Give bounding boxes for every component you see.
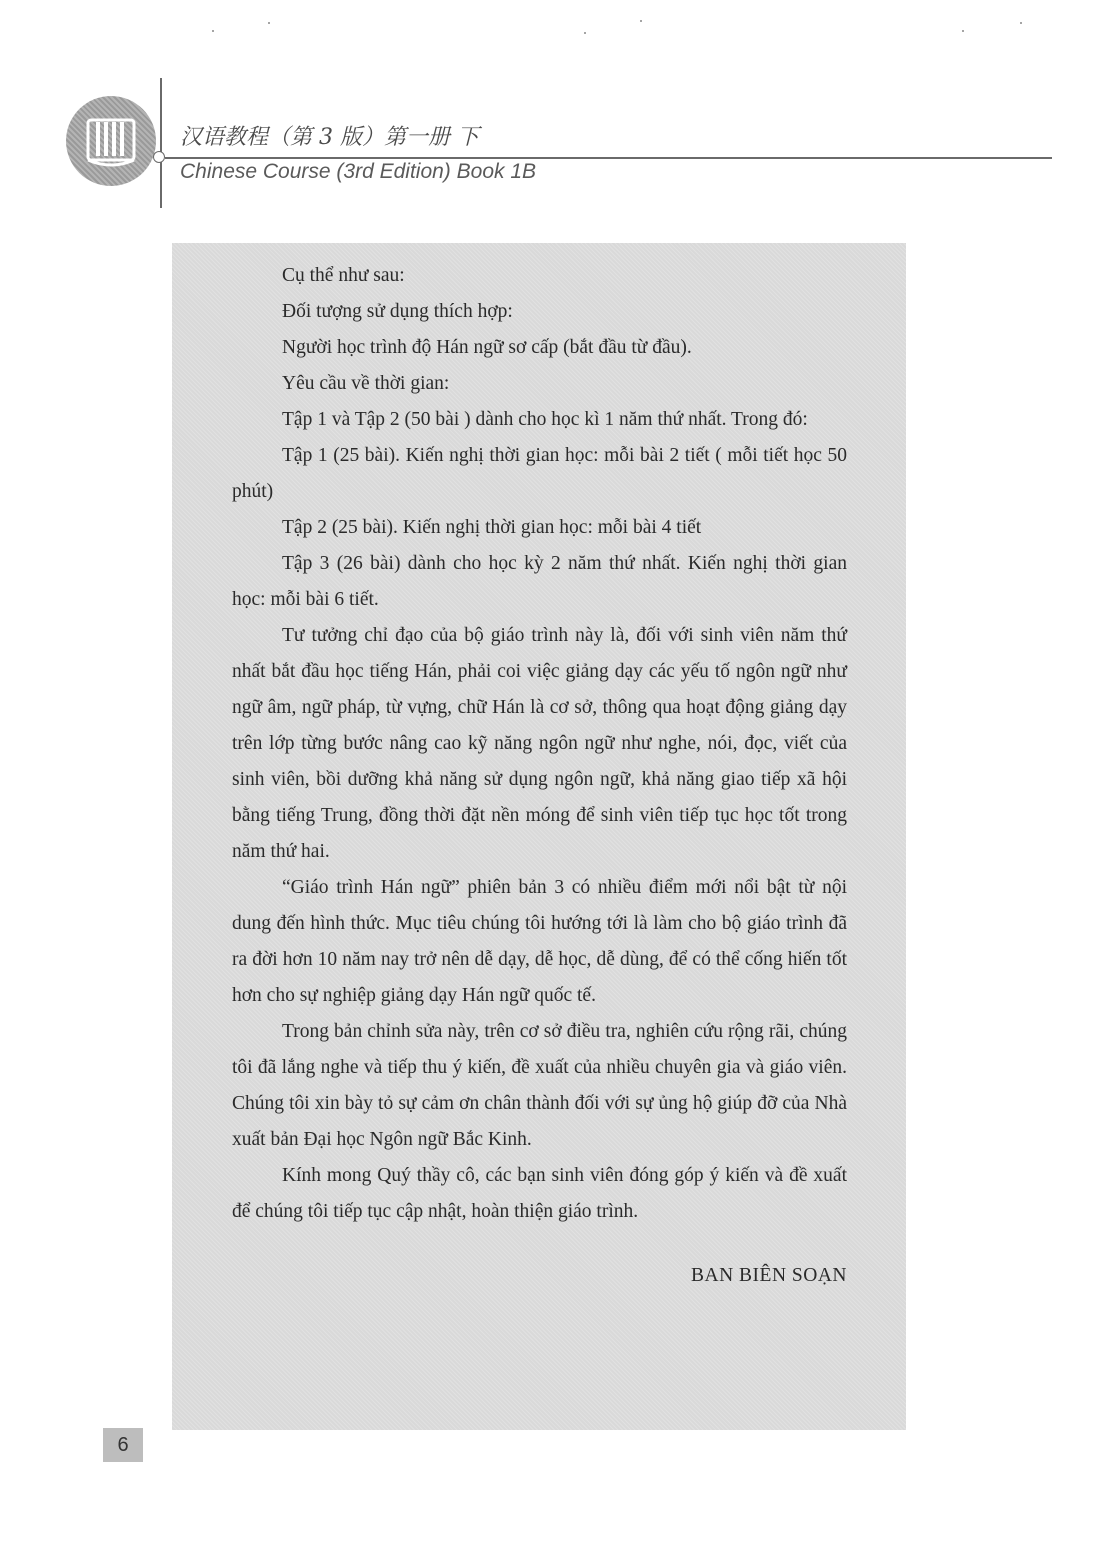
paragraph: Đối tượng sử dụng thích hợp:	[282, 301, 513, 322]
scan-speck	[212, 30, 214, 32]
paragraph: Tập 3 (26 bài) dành cho học kỳ 2 năm thứ nhất. Kiến nghị thời gian học: mỗi bài 6 tiết.	[232, 553, 847, 610]
paragraph: Người học trình độ Hán ngữ sơ cấp (bắt đầu từ đầu).	[282, 337, 692, 358]
preface-text	[232, 258, 847, 1294]
paragraph: Tư tưởng chỉ đạo của bộ giáo trình này là, đối với sinh viên năm thứ nhất bắt đầu học tiếng Hán, phải coi việc giảng dạy các yếu tố ngôn ngữ như ngữ âm, ngữ pháp, từ vựng, chữ Hán là cơ sở, thông qua hoạt động giảng dạy trên lớp từng bước nâng cao kỹ năng ngôn ngữ như nghe, nói, đọc, viết của sinh viên, bồi dưỡng khả năng sử dụng ngôn ngữ, khả năng giao tiếp xã hội bằng tiếng Trung, đồng thời đặt nền móng để sinh viên tiếp tục học tốt trong năm thứ hai.	[232, 625, 847, 862]
page-number: 6	[103, 1428, 143, 1462]
paragraph: Tập 1 và Tập 2 (50 bài ) dành cho học kì 1 năm thứ nhất. Trong đó:	[282, 409, 808, 430]
paragraph: “Giáo trình Hán ngữ” phiên bản 3 có nhiều điểm mới nổi bật từ nội dung đến hình thức. Mục tiêu chúng tôi hướng tới là làm cho bộ giáo trình đã ra đời hơn 10 năm nay trở nên dễ dạy, dễ học, dễ dùng, để có thể cống hiến tốt hơn cho sự nghiệp giảng dạy Hán ngữ quốc tế.	[232, 877, 847, 1006]
paragraph: Cụ thể như sau:	[282, 265, 405, 286]
header-title-chinese: 汉语教程（第 3 版）第一册 下	[180, 125, 479, 150]
scan-speck	[268, 22, 270, 24]
scan-speck	[640, 20, 642, 22]
book-emblem-glyph	[80, 110, 142, 172]
paragraph: Tập 1 (25 bài). Kiến nghị thời gian học: mỗi bài 2 tiết ( mỗi tiết học 50 phút)	[232, 445, 847, 502]
book-emblem-icon	[66, 96, 156, 186]
scan-speck	[962, 30, 964, 32]
scan-speck	[1020, 22, 1022, 24]
scan-speck	[584, 32, 586, 34]
preface-content-box	[172, 243, 906, 1430]
paragraph: Tập 2 (25 bài). Kiến nghị thời gian học: mỗi bài 4 tiết	[282, 517, 702, 538]
header-rule-node	[153, 151, 165, 163]
paragraph: Kính mong Quý thầy cô, các bạn sinh viên đóng góp ý kiến và đề xuất để chúng tôi tiếp tục cập nhật, hoàn thiện giáo trình.	[232, 1165, 847, 1222]
header-vertical-rule	[160, 78, 162, 208]
header-horizontal-rule	[165, 157, 1052, 159]
signature: BAN BIÊN SOẠN	[690, 1265, 847, 1286]
paragraph: Trong bản chỉnh sửa này, trên cơ sở điều tra, nghiên cứu rộng rãi, chúng tôi đã lắng nghe và tiếp thu ý kiến, đề xuất của nhiều chuyên gia và giáo viên. Chúng tôi xin bày tỏ sự cảm ơn chân thành đối với sự ủng hộ giúp đỡ của Nhà xuất bản Đại học Ngôn ngữ Bắc Kinh.	[232, 1021, 847, 1150]
paragraph: Yêu cầu về thời gian:	[282, 373, 450, 394]
header-title-english: Chinese Course (3rd Edition) Book 1B	[180, 160, 537, 183]
